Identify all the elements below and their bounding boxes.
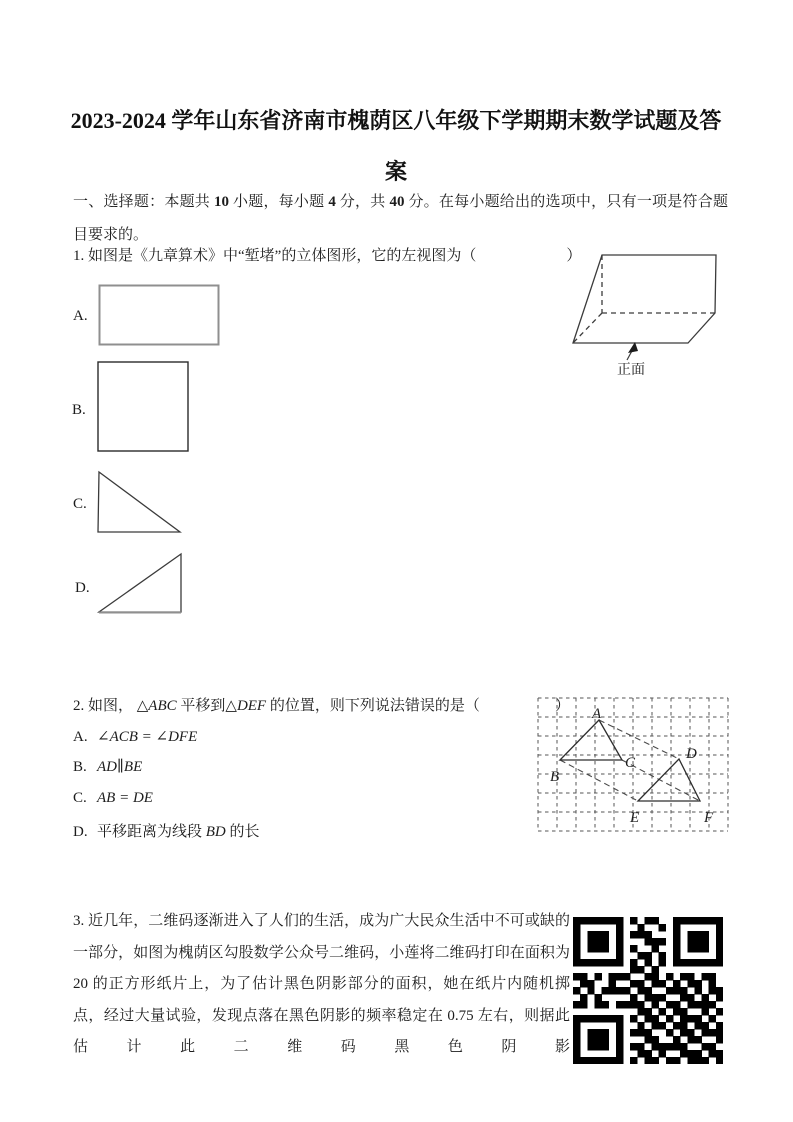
q2-option-b-label: B.	[73, 759, 87, 775]
prism-hidden-edges	[573, 255, 715, 343]
q2-option-b	[73, 757, 142, 776]
q2-option-c-text: AB = DE	[97, 790, 153, 806]
prism-solid-edges	[573, 255, 716, 343]
q1-option-b-label: B.	[72, 402, 86, 418]
triangle-abc	[560, 720, 622, 760]
q2-option-d	[73, 820, 260, 841]
vertex-label-c: C	[625, 755, 636, 771]
q2-option-a-label: A.	[73, 729, 88, 745]
triangle-def	[638, 759, 700, 801]
page-title: 2023-2024 学年山东省济南市槐荫区八年级下学期期末数学试题及答案	[70, 108, 722, 184]
q1-prism-figure	[565, 246, 730, 381]
q2-option-c-label: C.	[73, 790, 87, 806]
question-1-stem: 1. 如图是《九章算术》中“堑堵”的立体图形，它的左视图为（ ）	[73, 248, 582, 264]
q1-option-c-label: C.	[73, 496, 87, 512]
vertex-label-b: B	[550, 769, 560, 785]
q1-option-b-shape-square	[97, 361, 190, 453]
vertex-label-f: F	[704, 810, 714, 826]
q1-option-d-shape-triangle	[96, 551, 184, 617]
q1-option-d-label: D.	[75, 580, 90, 596]
vertex-label-e: E	[630, 810, 640, 826]
q2-option-a	[73, 727, 197, 746]
front-face-label: 正面	[617, 363, 645, 378]
question-3-text: 3. 近几年，二维码逐渐进入了人们的生活，成为广大民众生活中不可或缺的一部分，如图为槐荫区勾股数学公众号二维码，小莲将二维码打印在面积为 20 的正方形纸片上，为了估计黑色阴影部分的面积，她在纸片内随机掷点，经过大量试验，发现点落在黑色阴影的频率稳定在 0.75 左右，则据此估计此二维码黑色阴影	[73, 913, 570, 1055]
q2-option-d-text: 平移距离为线段 BD 的长	[97, 824, 260, 840]
vertex-label-a: A	[592, 706, 602, 722]
q1-option-c-shape-triangle	[96, 469, 184, 535]
section-one-intro: 一、选择题：本题共 10 小题，每小题 4 分，共 40 分。在每小题给出的选项中，只有一项是符合题目要求的。	[73, 194, 728, 243]
qr-code-image	[573, 917, 723, 1064]
q2-option-c	[73, 790, 153, 807]
q2-translation-grid-figure	[535, 694, 739, 834]
q1-option-a-label: A.	[73, 308, 88, 324]
question-2-stem: 2. 如图， △ABC 平移到△DEF 的位置，则下列说法错误的是（ ）	[73, 698, 570, 714]
vertex-label-d: D	[686, 746, 697, 762]
q2-option-a-text: ∠ACB = ∠DFE	[97, 729, 198, 745]
q2-option-b-text: AD∥BE	[97, 759, 143, 775]
q1-option-a-shape-rectangle	[98, 284, 220, 346]
q2-option-d-label: D.	[73, 824, 88, 840]
